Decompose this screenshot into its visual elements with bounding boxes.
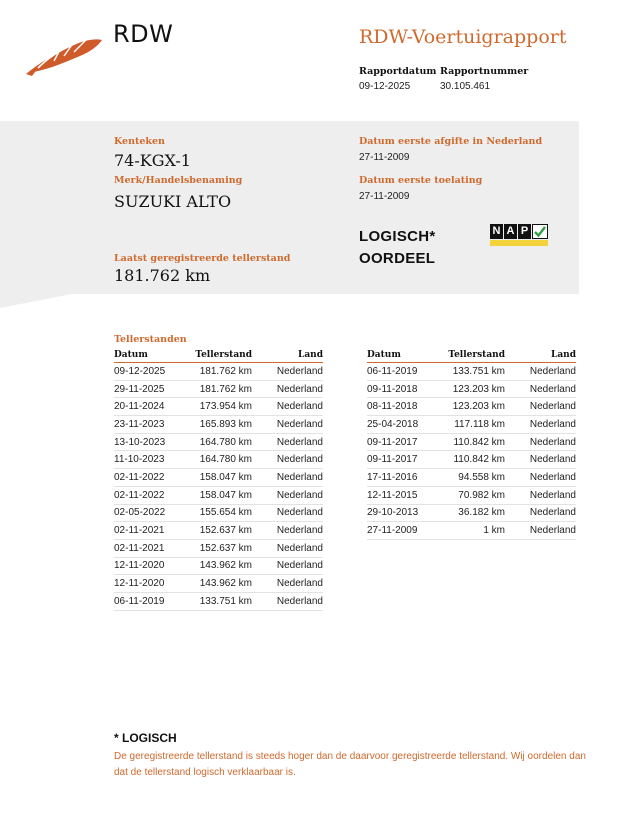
cell-reading: 158.047 km xyxy=(199,489,252,501)
report-date-label: Rapportdatum xyxy=(359,66,437,77)
table-body xyxy=(367,363,576,540)
cell-country: Nederland xyxy=(529,489,576,501)
cell-date: 08-11-2018 xyxy=(367,401,418,413)
plate-value: 74-KGX-1 xyxy=(114,151,191,170)
table-row xyxy=(114,381,323,399)
col-reading-header: Tellerstand xyxy=(195,350,252,360)
cell-country: Nederland xyxy=(529,365,576,377)
cell-date: 09-11-2018 xyxy=(367,383,418,395)
cell-reading: 117.118 km xyxy=(454,418,505,430)
cell-country: Nederland xyxy=(276,418,323,430)
cell-date: 17-11-2016 xyxy=(367,471,418,483)
cell-country: Nederland xyxy=(276,401,323,413)
report-date-value: 09-12-2025 xyxy=(359,81,411,92)
cell-reading: 110.842 km xyxy=(453,454,505,466)
cell-reading: 181.762 km xyxy=(199,383,252,395)
table-row xyxy=(114,363,323,381)
checkmark-icon xyxy=(532,224,548,239)
cell-country: Nederland xyxy=(276,595,323,607)
cell-country: Nederland xyxy=(529,436,576,448)
nap-letter: P xyxy=(518,224,531,239)
cell-country: Nederland xyxy=(529,383,576,395)
cell-date: 02-05-2022 xyxy=(114,507,166,519)
cell-date: 06-11-2019 xyxy=(114,595,165,607)
table-row xyxy=(114,398,323,416)
table-row xyxy=(367,469,576,487)
cell-country: Nederland xyxy=(529,471,576,483)
cell-country: Nederland xyxy=(276,454,323,466)
first-issue-label: Datum eerste afgifte in Nederland xyxy=(359,136,543,147)
cell-reading: 165.893 km xyxy=(199,418,252,430)
band-notch xyxy=(0,294,72,308)
cell-reading: 158.047 km xyxy=(199,471,252,483)
nap-letter: A xyxy=(504,224,517,239)
table-header xyxy=(367,349,576,363)
table-row xyxy=(367,522,576,540)
cell-date: 02-11-2022 xyxy=(114,489,165,501)
table-row xyxy=(367,398,576,416)
cell-reading: 164.780 km xyxy=(199,436,252,448)
readings-table-right xyxy=(367,349,576,540)
cell-country: Nederland xyxy=(276,383,323,395)
cell-date: 09-11-2017 xyxy=(367,454,418,466)
cell-country: Nederland xyxy=(276,578,323,590)
cell-date: 02-11-2021 xyxy=(114,525,165,537)
col-country-header: Land xyxy=(298,350,323,360)
odometer-value: 181.762 km xyxy=(114,266,211,285)
plate-label: Kenteken xyxy=(114,136,165,147)
cell-reading: 181.762 km xyxy=(199,365,252,377)
first-admission-label: Datum eerste toelating xyxy=(359,175,483,186)
cell-reading: 70.982 km xyxy=(458,489,505,501)
verdict-line-2: OORDEEL xyxy=(359,250,436,267)
cell-date: 25-04-2018 xyxy=(367,418,419,430)
cell-country: Nederland xyxy=(276,365,323,377)
cell-date: 11-10-2023 xyxy=(114,454,165,466)
cell-reading: 133.751 km xyxy=(452,365,505,377)
table-body xyxy=(114,363,323,611)
cell-date: 06-11-2019 xyxy=(367,365,418,377)
cell-country: Nederland xyxy=(276,542,323,554)
table-row xyxy=(114,416,323,434)
table-row xyxy=(367,416,576,434)
cell-date: 29-11-2025 xyxy=(114,383,165,395)
cell-country: Nederland xyxy=(529,401,576,413)
odometer-label: Laatst geregistreerde tellerstand xyxy=(114,253,291,264)
table-row xyxy=(367,434,576,452)
readings-title: Tellerstanden xyxy=(114,334,187,345)
verdict-line-1: LOGISCH* xyxy=(359,228,436,245)
cell-date: 12-11-2020 xyxy=(114,578,165,590)
col-date-header: Datum xyxy=(114,350,148,360)
rdw-logo-icon xyxy=(24,34,104,78)
cell-date: 12-11-2015 xyxy=(367,489,418,501)
cell-reading: 1 km xyxy=(483,525,505,537)
cell-country: Nederland xyxy=(529,418,576,430)
cell-reading: 94.558 km xyxy=(458,471,505,483)
table-row xyxy=(367,451,576,469)
report-number-value: 30.105.461 xyxy=(440,81,491,92)
make-value: SUZUKI ALTO xyxy=(114,192,232,211)
nap-logo xyxy=(490,224,548,246)
table-row xyxy=(114,469,323,487)
cell-date: 12-11-2020 xyxy=(114,560,165,572)
table-row xyxy=(114,558,323,576)
cell-reading: 123.203 km xyxy=(452,383,505,395)
table-row xyxy=(114,505,323,523)
table-row xyxy=(114,487,323,505)
table-row xyxy=(114,451,323,469)
cell-country: Nederland xyxy=(276,525,323,537)
first-admission-value: 27-11-2009 xyxy=(359,191,410,202)
cell-reading: 143.962 km xyxy=(199,560,252,572)
cell-country: Nederland xyxy=(529,507,576,519)
cell-country: Nederland xyxy=(276,436,323,448)
cell-reading: 123.203 km xyxy=(452,401,505,413)
cell-reading: 173.954 km xyxy=(199,401,252,413)
cell-reading: 152.637 km xyxy=(199,525,252,537)
make-label: Merk/Handelsbenaming xyxy=(114,175,243,186)
cell-date: 02-11-2021 xyxy=(114,542,165,554)
report-title: RDW-Voertuigrapport xyxy=(359,26,567,48)
nap-letter: N xyxy=(490,224,503,239)
table-row xyxy=(114,434,323,452)
table-row xyxy=(367,505,576,523)
cell-country: Nederland xyxy=(276,560,323,572)
cell-date: 09-12-2025 xyxy=(114,365,166,377)
cell-country: Nederland xyxy=(276,507,323,519)
brand-name: RDW xyxy=(113,20,174,48)
cell-reading: 143.962 km xyxy=(199,578,252,590)
col-country-header: Land xyxy=(551,350,576,360)
first-issue-value: 27-11-2009 xyxy=(359,152,410,163)
cell-reading: 152.637 km xyxy=(199,542,252,554)
table-row xyxy=(367,381,576,399)
cell-reading: 155.654 km xyxy=(199,507,252,519)
col-date-header: Datum xyxy=(367,350,401,360)
footnote-title: * LOGISCH xyxy=(114,731,177,745)
cell-reading: 110.842 km xyxy=(453,436,505,448)
cell-reading: 36.182 km xyxy=(458,507,505,519)
table-row xyxy=(114,593,323,611)
cell-country: Nederland xyxy=(276,471,323,483)
cell-reading: 133.751 km xyxy=(199,595,252,607)
cell-country: Nederland xyxy=(276,489,323,501)
cell-reading: 164.780 km xyxy=(199,454,252,466)
cell-country: Nederland xyxy=(529,454,576,466)
cell-date: 29-10-2013 xyxy=(367,507,419,519)
cell-date: 27-11-2009 xyxy=(367,525,418,537)
table-row xyxy=(114,540,323,558)
cell-date: 13-10-2023 xyxy=(114,436,166,448)
cell-date: 20-11-2024 xyxy=(114,401,165,413)
cell-country: Nederland xyxy=(529,525,576,537)
col-reading-header: Tellerstand xyxy=(448,350,505,360)
table-row xyxy=(114,575,323,593)
table-row xyxy=(367,487,576,505)
cell-date: 23-11-2023 xyxy=(114,418,165,430)
readings-table-left xyxy=(114,349,323,611)
report-number-label: Rapportnummer xyxy=(440,66,529,77)
cell-date: 09-11-2017 xyxy=(367,436,418,448)
table-header xyxy=(114,349,323,363)
table-row xyxy=(367,363,576,381)
table-row xyxy=(114,522,323,540)
footnote-text: De geregistreerde tellerstand is steeds hoger dan de daarvoor geregistreerde tellerstand. Wij oordelen dan dat de tellerstand logisch verklaarbaar is. xyxy=(114,751,586,778)
cell-date: 02-11-2022 xyxy=(114,471,165,483)
